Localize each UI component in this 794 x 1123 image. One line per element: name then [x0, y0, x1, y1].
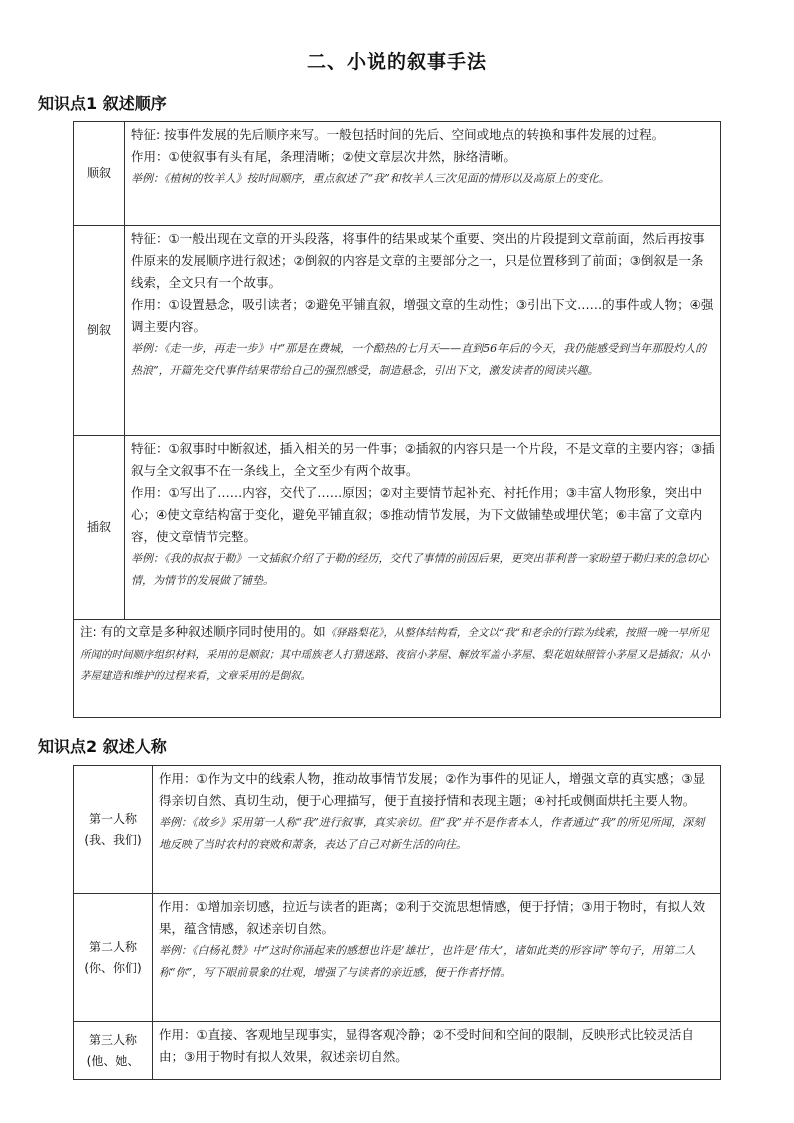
example-text: 举例：《白杨礼赞》中“这时你涌起来的感想也许是‘雄壮’，也许是‘伟大’，诸如此类的形容词”等句子，用第二人称“你”，写下眼前景象的壮观，增强了与读者的亲近感，便于作者抒情。 [159, 944, 696, 979]
note-tail: 《驿路梨花》，从整体结构看，全文以“我”和老余的行踪为线索，按照一晚一早所见所闻的时间顺序组织材料，采用的是顺叙；其中瑶族老人打猎迷路、夜宿小茅屋、解放军盖小茅屋、梨花姐妹照管小茅屋又是插叙；从小茅屋建造和维护的过程来看，文章采用的是倒叙。 [80, 627, 710, 682]
note-row [74, 620, 721, 718]
row-label: 第三人称 [88, 1032, 137, 1047]
row-label: 第二人称 [88, 939, 137, 954]
effect-text: 作用：①作为文中的线索人物，推动故事情节发展；②作为事件的见证人，增强文章的真实感；③显得亲切自然、真切生动，便于心理描写，便于直接抒情和表现主题；④衬托或侧面烘托主要人物。 [159, 771, 706, 808]
row-sublabel: (我、我们) [84, 832, 142, 847]
row-label: 插叙 [74, 436, 125, 620]
effect-text: 作用：①直接、客观地呈现事实，显得客观冷静；②不受时间和空间的限制，反映形式比较灵活自由；③用于物时有拟人效果，叙述亲切自然。 [159, 1027, 694, 1064]
feature-text: 特征：①一般出现在文章的开头段落，将事件的结果或某个重要、突出的片段提到文章前面，然后再按事件原来的发展顺序进行叙述；②倒叙的内容是文章的主要部分之一，只是位置移到了前面；③倒叙是一条线索，全文只有一个故事。 [131, 231, 705, 290]
example-text: 举例：《走一步，再走一步》中“那是在费城，一个酷热的七月天——直到56年后的今天，我仍能感受到当年那股灼人的热浪”，开篇先交代事件结果带给自己的强烈感受，制造悬念，引出下文，激发读者的阅读兴趣。 [131, 342, 707, 377]
example-text: 举例：《故乡》采用第一人称“我”进行叙事，真实亲切。但“我”并不是作者本人，作者通过“我”的所见所闻，深刻地反映了当时农村的衰败和萧条，表达了自己对新生活的向往。 [159, 816, 705, 851]
note-text [80, 622, 715, 687]
page-title: 二、小说的叙事手法 [306, 51, 487, 73]
table-row [74, 226, 721, 436]
row-sublabel: (你、你们) [84, 960, 142, 975]
section-heading-2: 知识点2 叙述人称 [38, 737, 167, 756]
example-text: 举例：《我的叔叔于勒》一文插叙介绍了于勒的经历，交代了事情的前因后果，更突出菲利普一家盼望于勒归来的急切心情，为情节的发展做了铺垫。 [131, 552, 709, 587]
row-label: 倒叙 [74, 226, 125, 436]
table-row [74, 1022, 721, 1080]
effect-text: 作用：①使叙事有头有尾，条理清晰；②使文章层次井然，脉络清晰。 [131, 149, 516, 164]
table-row [74, 436, 721, 620]
narrative-order-table [73, 121, 721, 718]
row-sublabel: (他、她、 [86, 1053, 140, 1068]
section-heading-1: 知识点1 叙述顺序 [38, 94, 167, 113]
table-row [74, 766, 721, 894]
example-text: 举例：《植树的牧羊人》按时间顺序，重点叙述了“我”和牧羊人三次见面的情形以及高原上的变化。 [131, 172, 610, 185]
table-row [74, 894, 721, 1022]
feature-text: 特征: 按事件发展的先后顺序来写。一般包括时间的先后、空间或地点的转换和事件发展的过程。 [131, 127, 665, 142]
effect-text: 作用：①设置悬念，吸引读者；②避免平铺直叙，增强文章的生动性；③引出下文……的事件或人物；④强调主要内容。 [131, 297, 714, 334]
row-label: 顺叙 [74, 122, 125, 226]
effect-text: 作用：①增加亲切感，拉近与读者的距离；②利于交流思想情感，便于抒情；③用于物时，有拟人效果，蕴含情感，叙述亲切自然。 [159, 899, 706, 936]
table-row [74, 122, 721, 226]
note-lead: 注: 有的文章是多种叙述顺序同时使用的。如 [80, 624, 326, 639]
row-label: 第一人称 [88, 811, 137, 826]
narrative-person-table [73, 765, 721, 1080]
feature-text: 特征：①叙事时中断叙述，插入相关的另一件事；②插叙的内容只是一个片段，不是文章的主要内容；③插叙与全文叙事不在一条线上，全文至少有两个故事。 [131, 441, 715, 478]
effect-text: 作用：①写出了……内容，交代了……原因；②对主要情节起补充、衬托作用；③丰富人物形象，突出中心；④使文章结构富于变化，避免平铺直叙；⑤推动情节发展，为下文做铺垫或埋伏笔；⑥丰富了文章内容，使文章情节完整。 [131, 485, 703, 544]
